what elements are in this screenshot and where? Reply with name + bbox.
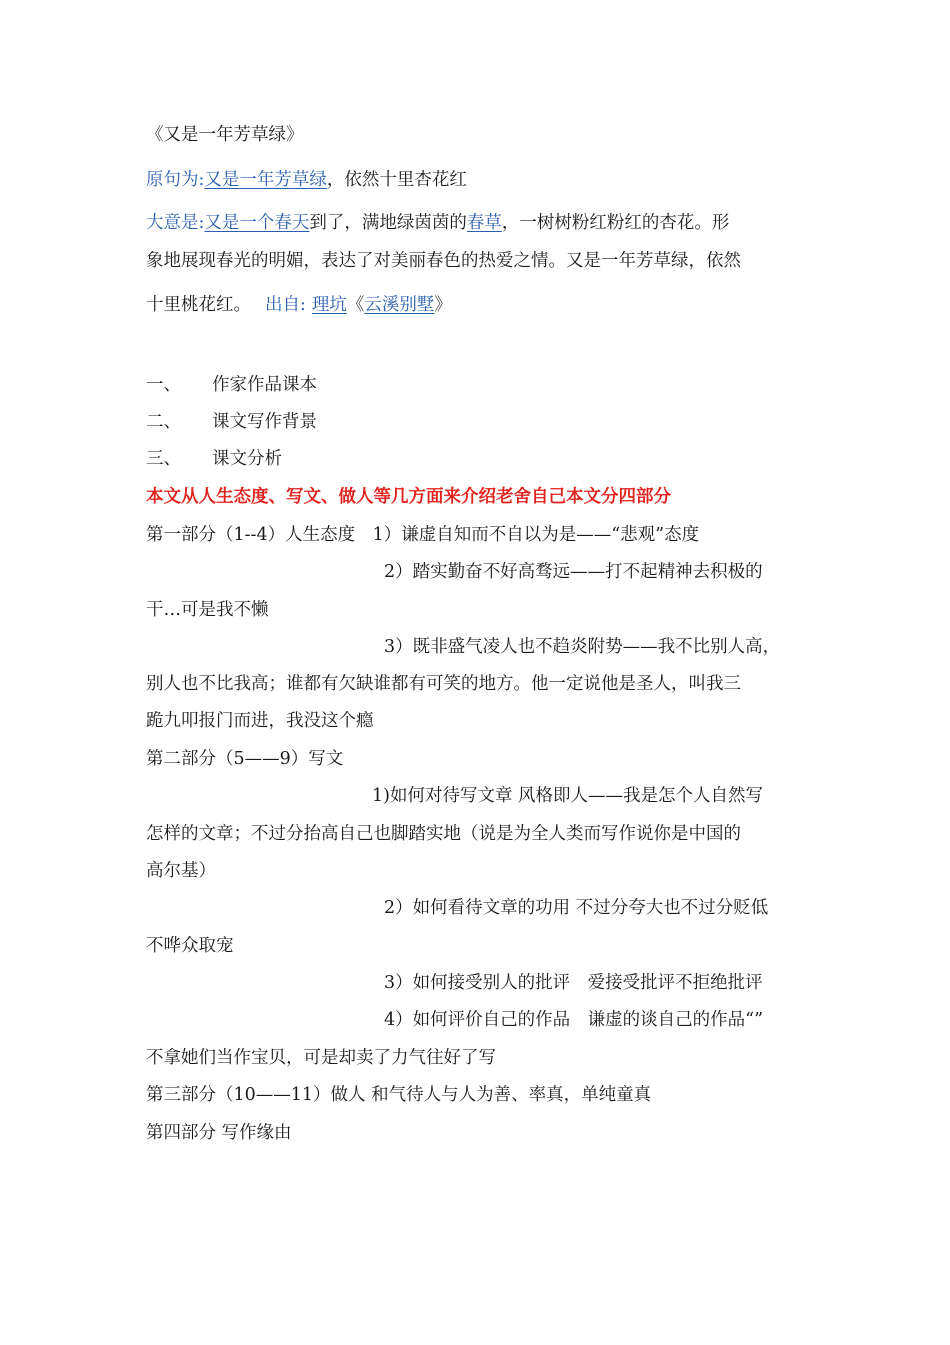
meaning-text-3: 十里桃花红。: [146, 295, 251, 315]
outline-item: [146, 377, 317, 395]
original-sentence: [146, 172, 467, 190]
spring-link[interactable]: 又是一个春天: [204, 213, 310, 233]
body-line: 不哗众取宠: [146, 936, 234, 956]
outline-item: [146, 414, 317, 432]
body-line: 4）如何评价自己的作品 谦虚的谈自己的作品“”: [384, 1010, 764, 1030]
source-label: 出自:: [265, 295, 306, 315]
meaning-line-2: 象地展现春光的明媚，表达了对美丽春色的热爱之情。又是一年芳草绿，依然: [146, 251, 741, 271]
body-line: 2）如何看待文章的功用 不过分夸大也不过分贬低: [384, 898, 769, 918]
body-line: 干…可是我不懒: [146, 600, 269, 620]
outline-text: 课文写作背景: [212, 412, 317, 432]
body-line: 高尔基）: [146, 861, 216, 881]
body-line: 3）如何接受别人的批评 爱接受批评不拒绝批评: [384, 973, 763, 993]
body-line: 1)如何对待写文章 风格即人——我是怎个人自然写: [372, 786, 764, 806]
meaning-line-1: [146, 215, 729, 233]
body-line: 不拿她们当作宝贝，可是却卖了力气往好了写: [146, 1048, 496, 1068]
outline-number: 二、: [146, 412, 181, 432]
body-line: 2）踏实勤奋不好高骛远——打不起精神去积极的: [384, 562, 763, 582]
meaning-label: 大意是:: [146, 213, 205, 233]
outline-number: 三、: [146, 449, 181, 469]
meaning-text-2: ，一树树粉红粉红的杏花。形: [501, 213, 730, 233]
book-open: 《: [346, 295, 365, 315]
body-line: 第二部分（5——9）写文: [146, 749, 344, 769]
body-line: 第一部分（1--4）人生态度 1）谦虚自知而不自以为是——“悲观”态度: [146, 525, 700, 545]
outline-text: 作家作品课本: [212, 375, 317, 395]
spring-grass-link[interactable]: 春草: [466, 213, 502, 233]
book-link[interactable]: 云溪别墅: [364, 295, 435, 315]
outline-text: 课文分析: [212, 449, 282, 469]
original-rest: ，依然十里杏花红: [326, 170, 467, 190]
outline-item: [146, 451, 282, 469]
body-line: 别人也不比我高；谁都有欠缺谁都有可笑的地方。他一定说他是圣人，叫我三: [146, 674, 741, 694]
body-line: 第四部分 写作缘由: [146, 1123, 292, 1143]
red-heading: 本文从人生态度、写文、做人等几方面来介绍老舍自己本文分四部分: [146, 487, 671, 507]
body-line: 3）既非盛气凌人也不趋炎附势——我不比别人高，: [384, 637, 781, 657]
meaning-line-3: [146, 297, 452, 315]
original-label: 原句为:: [146, 170, 205, 190]
body-line: 跪九叩报门而进，我没这个瘾: [146, 711, 374, 731]
book-close: 》: [434, 295, 452, 315]
author-link[interactable]: 理坑: [311, 295, 347, 315]
body-line: 第三部分（10——11）做人 和气待人与人为善、率真，单纯童真: [146, 1085, 652, 1105]
meaning-text-1: 到了，满地绿茵茵的: [309, 213, 467, 233]
body-line: 怎样的文章；不过分抬高自己也脚踏实地（说是为全人类而写作说你是中国的: [146, 824, 741, 844]
poem-line-link[interactable]: 又是一年芳草绿: [204, 170, 327, 190]
outline-number: 一、: [146, 375, 181, 395]
doc-title: 《又是一年芳草绿》: [146, 125, 304, 145]
